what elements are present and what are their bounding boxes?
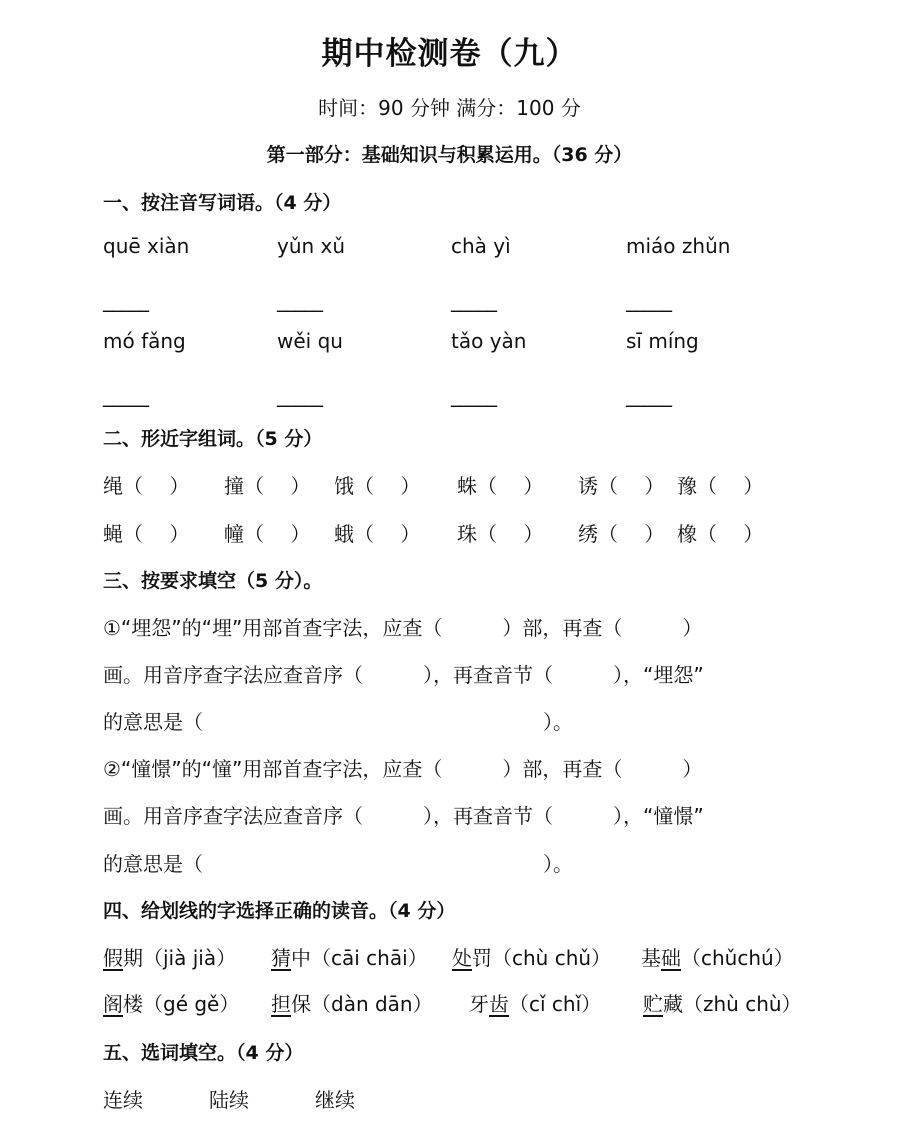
reading-options: 保（dàn dān） <box>291 992 433 1016</box>
reading-choice-item[interactable] <box>452 942 611 971</box>
underlined-char: 担 <box>271 992 291 1016</box>
answer-blank[interactable]: _____ <box>451 288 496 312</box>
fill-question-line[interactable]: 的意思是（ ）。 <box>103 852 573 876</box>
word-option: 继续 <box>315 1088 355 1112</box>
char-compound-item[interactable]: 蛛（ ） <box>457 474 544 498</box>
fill-question-line[interactable]: 画。用音序查字法应查音序（ ），再查音节（ ），“埋怨” <box>103 663 704 687</box>
reading-options: 期（jià jià） <box>123 946 237 970</box>
word-option: 陆续 <box>209 1088 249 1112</box>
pinyin-item: tǎo yàn <box>451 329 527 353</box>
char-compound-item[interactable]: 蛾（ ） <box>334 522 421 546</box>
char-compound-item[interactable]: 绣（ ） <box>578 522 665 546</box>
pinyin-item: mó fǎng <box>103 329 186 353</box>
char-compound-item[interactable]: 绳（ ） <box>103 474 190 498</box>
reading-choice-item[interactable] <box>469 988 601 1017</box>
underlined-char: 贮 <box>643 992 663 1016</box>
pinyin-item: wěi qu <box>277 329 343 353</box>
pinyin-item: chà yì <box>451 234 511 258</box>
underlined-char: 阁 <box>103 992 123 1016</box>
exam-info: 时间：90 分钟 满分：100 分 <box>318 96 581 120</box>
pinyin-item: sī míng <box>626 329 699 353</box>
reading-options: （chǔchú） <box>681 946 794 970</box>
section2-heading: 二、形近字组词。（5 分） <box>103 428 323 450</box>
answer-blank[interactable]: _____ <box>626 383 671 407</box>
pinyin-item: yǔn xǔ <box>277 234 346 258</box>
reading-options: 楼（gé gě） <box>123 992 240 1016</box>
reading-choice-item[interactable] <box>103 988 239 1017</box>
char-compound-item[interactable]: 豫（ ） <box>677 474 764 498</box>
reading-options: 藏（zhù chù） <box>663 992 802 1016</box>
reading-options: 罚（chù chǔ） <box>472 946 612 970</box>
char-compound-item[interactable]: 撞（ ） <box>224 474 311 498</box>
answer-blank[interactable]: _____ <box>451 383 496 407</box>
reading-choice-item[interactable] <box>643 988 802 1017</box>
answer-blank[interactable]: _____ <box>277 383 322 407</box>
answer-blank[interactable]: _____ <box>103 383 148 407</box>
reading-choice-item[interactable] <box>271 942 428 971</box>
reading-choice-item[interactable] <box>271 988 433 1017</box>
char-compound-item[interactable]: 橡（ ） <box>677 522 764 546</box>
fill-question-line[interactable]: 的意思是（ ）。 <box>103 710 573 734</box>
fill-question-line[interactable]: ②“憧憬”的“憧”用部首查字法，应查（ ）部，再查（ ） <box>103 757 703 781</box>
answer-blank[interactable]: _____ <box>626 288 671 312</box>
part-one-heading: 第一部分：基础知识与积累运用。（36 分） <box>266 144 633 166</box>
underlined-char: 猜 <box>271 946 291 970</box>
char-compound-item[interactable]: 饿（ ） <box>334 474 421 498</box>
section1-heading: 一、按注音写词语。（4 分） <box>103 192 342 214</box>
underlined-char: 齿 <box>489 992 509 1016</box>
plain-char: 基 <box>641 946 661 970</box>
reading-choice-item[interactable] <box>641 942 794 971</box>
answer-blank[interactable]: _____ <box>103 288 148 312</box>
underlined-char: 处 <box>452 946 472 970</box>
char-compound-item[interactable]: 诱（ ） <box>578 474 665 498</box>
pinyin-item: quē xiàn <box>103 234 190 258</box>
word-option: 连续 <box>103 1088 143 1112</box>
section4-heading: 四、给划线的字选择正确的读音。（4 分） <box>103 900 456 922</box>
pinyin-item: miáo zhǔn <box>626 234 731 258</box>
plain-char: 牙 <box>469 992 489 1016</box>
reading-options: （cǐ chǐ） <box>509 992 602 1016</box>
char-compound-item[interactable]: 珠（ ） <box>457 522 544 546</box>
page-title: 期中检测卷（九） <box>321 36 578 72</box>
section3-heading: 三、按要求填空（5 分）。 <box>103 570 323 592</box>
answer-blank[interactable]: _____ <box>277 288 322 312</box>
reading-choice-item[interactable] <box>103 942 236 971</box>
fill-question-line[interactable]: 画。用音序查字法应查音序（ ），再查音节（ ），“憧憬” <box>103 804 704 828</box>
underlined-char: 假 <box>103 946 123 970</box>
underlined-char: 础 <box>661 946 681 970</box>
reading-options: 中（cāi chāi） <box>291 946 428 970</box>
char-compound-item[interactable]: 幢（ ） <box>224 522 311 546</box>
section5-heading: 五、选词填空。（4 分） <box>103 1042 304 1064</box>
fill-question-line[interactable]: ①“埋怨”的“埋”用部首查字法，应查（ ）部，再查（ ） <box>103 616 703 640</box>
char-compound-item[interactable]: 蝇（ ） <box>103 522 190 546</box>
